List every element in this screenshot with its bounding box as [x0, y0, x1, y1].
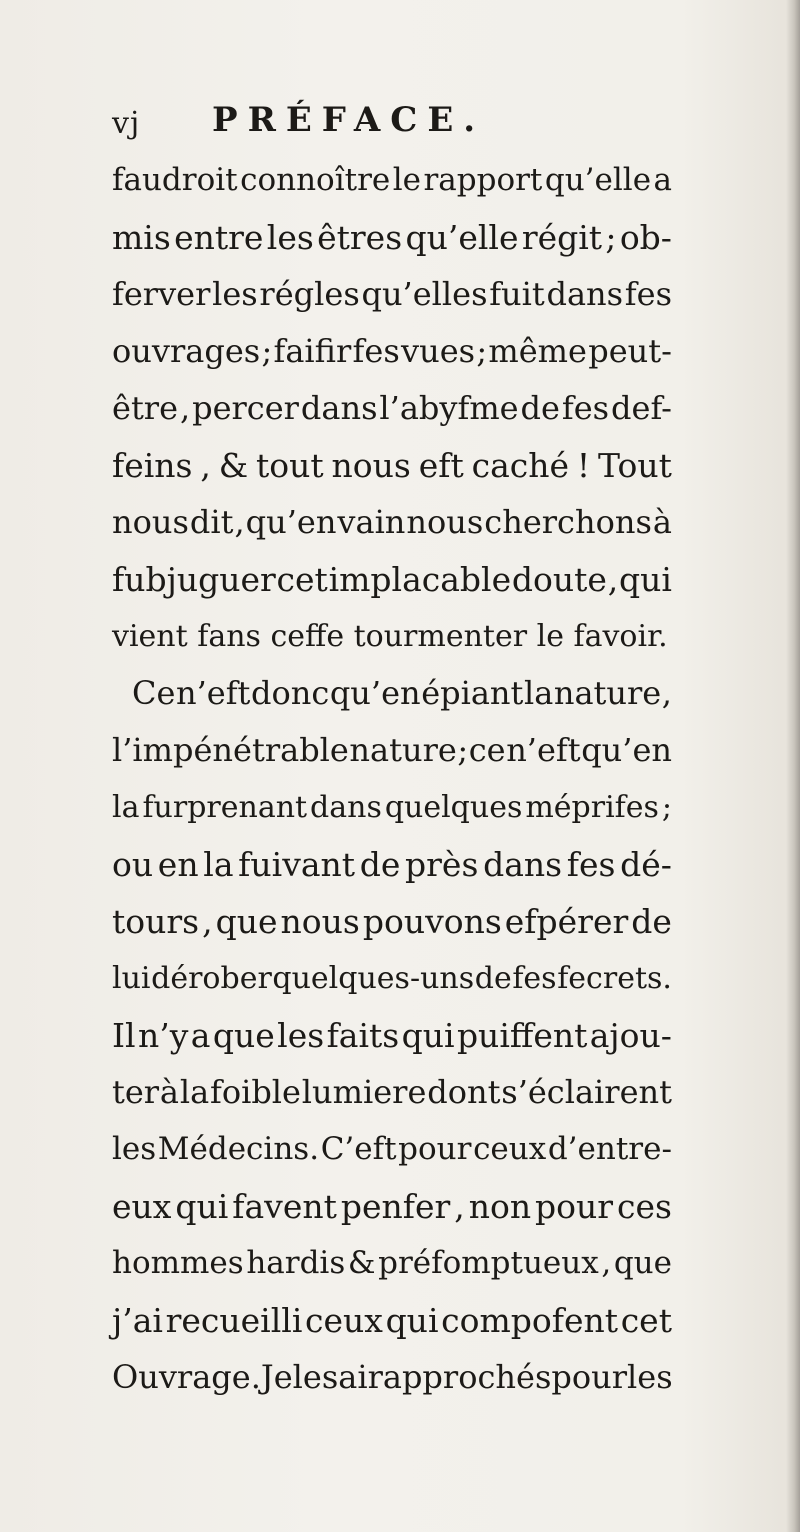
text-line: l’impénétrable nature ; ce n’eft qu’en — [112, 731, 672, 769]
body-text — [112, 152, 672, 1406]
text-line: ferver les régles qu’elles fuit dans fes — [112, 275, 672, 313]
running-title: PRÉFACE. — [212, 100, 486, 140]
text-line: Ce n’eft donc qu’en épiant la nature , — [132, 674, 672, 712]
text-line: eux qui favent penfer , non pour ces — [112, 1187, 672, 1226]
text-line: Il n’y a que les faits qui puiffent ajou- — [112, 1016, 672, 1055]
text-line: les Médecins. C’eft pour ceux d’entre- — [112, 1131, 672, 1167]
text-line: la furprenant dans quelques méprifes ; — [112, 790, 672, 825]
page-number: vj — [112, 106, 141, 141]
page-header — [112, 100, 672, 140]
text-line: mis entre les êtres qu’elle régit ; ob- — [112, 218, 672, 257]
text-line: faudroit connoître le rapport qu’elle a — [112, 162, 672, 198]
text-line: ter à la foible lumiere dont s’éclairent — [112, 1073, 672, 1111]
text-line: être , percer dans l’abyfme de fes def- — [112, 389, 672, 427]
text-line: ou en la fuivant de près dans fes dé- — [112, 845, 672, 884]
text-line: vient fans ceffe tourmenter le favoir. — [112, 619, 668, 654]
text-line: ouvrages ; faifir fes vues ; même peut- — [112, 332, 672, 370]
page-edge-shadow — [786, 0, 800, 1532]
text-line: hommes hardis & préfomptueux , que — [112, 1245, 672, 1281]
text-line: Ouvrage. Je les ai rapprochés pour les — [112, 1358, 673, 1396]
text-line: j’ai recueilli ceux qui compofent cet — [112, 1301, 672, 1340]
text-line: feins , & tout nous eft caché ! Tout — [112, 446, 672, 485]
text-line: lui dérober quelques-uns de fes fecrets. — [112, 961, 672, 996]
text-line: nous dit , qu’en vain nous cherchons à — [112, 503, 672, 541]
text-line: fubjuguer cet implacable doute , qui — [112, 560, 672, 599]
text-line: tours , que nous pouvons efpérer de — [112, 902, 672, 941]
